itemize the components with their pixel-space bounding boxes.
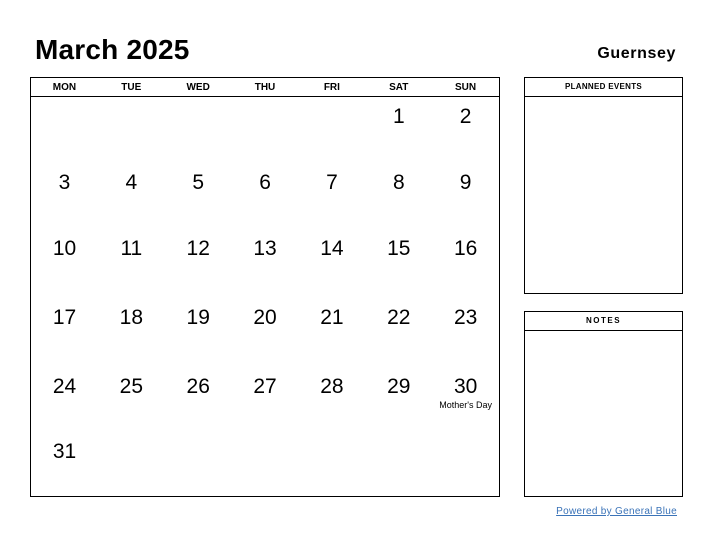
planned-events-panel — [524, 77, 683, 294]
day-number: 16 — [453, 237, 478, 260]
day-cell — [232, 375, 299, 399]
day-number: 27 — [253, 375, 277, 398]
month-calendar-grid — [30, 77, 500, 497]
day-cell — [98, 237, 165, 261]
day-cell — [432, 171, 499, 195]
day-number: 8 — [392, 171, 405, 194]
day-cell — [31, 440, 98, 464]
weekday-sun: SUN — [455, 82, 477, 93]
day-cell — [432, 237, 499, 261]
day-cell — [31, 375, 98, 399]
weekday-header-row — [31, 78, 499, 97]
day-cell — [432, 105, 499, 129]
weekday-wed: WED — [186, 82, 210, 93]
day-number: 17 — [52, 306, 77, 329]
day-cell — [298, 171, 365, 195]
day-cell — [165, 171, 232, 195]
notes-panel — [524, 311, 683, 497]
day-number: 18 — [119, 306, 144, 329]
planned-events-heading: PLANNED EVENTS — [525, 78, 682, 97]
day-number: 13 — [253, 237, 277, 260]
page-title: March 2025 — [35, 34, 190, 65]
day-number: 6 — [259, 171, 271, 194]
weekday-fri: FRI — [323, 82, 340, 93]
day-cell — [232, 306, 299, 330]
day-cell — [232, 237, 299, 261]
day-number: 5 — [192, 171, 205, 194]
region-label: Guernsey — [597, 45, 676, 62]
day-cell — [432, 375, 499, 411]
day-cell — [365, 105, 432, 129]
powered-by-link[interactable]: Powered by General Blue — [556, 506, 677, 517]
day-cell — [31, 306, 98, 330]
day-cell — [31, 237, 98, 261]
day-cell — [165, 306, 232, 330]
day-cell — [165, 237, 232, 261]
day-number: 25 — [119, 375, 144, 398]
day-cell — [298, 306, 365, 330]
day-cell — [365, 237, 432, 261]
day-cell — [98, 171, 165, 195]
weekday-sat: SAT — [389, 82, 409, 93]
day-cell — [432, 306, 499, 330]
day-number: 26 — [186, 375, 210, 398]
day-number: 11 — [120, 237, 143, 260]
day-number: 1 — [392, 105, 405, 128]
day-number: 20 — [253, 306, 277, 329]
day-number: 4 — [125, 171, 138, 194]
day-number: 23 — [453, 306, 478, 329]
holiday-label: Mother's Day — [439, 400, 492, 410]
day-number: 3 — [58, 171, 71, 194]
weekday-thu: THU — [254, 82, 276, 93]
day-cell — [98, 306, 165, 330]
day-number: 30 — [453, 375, 478, 398]
day-cell — [165, 375, 232, 399]
notes-heading: NOTES — [525, 312, 682, 331]
day-number: 24 — [52, 375, 77, 398]
day-cell — [31, 171, 98, 195]
day-number: 19 — [186, 306, 210, 329]
day-number: 9 — [459, 171, 472, 194]
day-number: 12 — [186, 237, 210, 260]
day-number: 14 — [320, 237, 344, 260]
day-cell — [298, 375, 365, 399]
weekday-mon: MON — [52, 82, 77, 93]
day-cell — [365, 171, 432, 195]
day-number: 21 — [320, 306, 344, 329]
day-cell — [298, 237, 365, 261]
day-number: 7 — [326, 171, 338, 194]
day-number: 29 — [387, 375, 411, 398]
day-cell — [232, 171, 299, 195]
day-cell — [365, 375, 432, 399]
day-number: 22 — [387, 306, 411, 329]
day-number: 2 — [459, 105, 472, 128]
day-number: 28 — [320, 375, 344, 398]
weekday-tue: TUE — [121, 82, 142, 93]
day-number: 10 — [52, 237, 77, 260]
day-number: 31 — [52, 440, 77, 463]
day-number: 15 — [387, 237, 411, 260]
day-cell — [98, 375, 165, 399]
day-cell — [365, 306, 432, 330]
